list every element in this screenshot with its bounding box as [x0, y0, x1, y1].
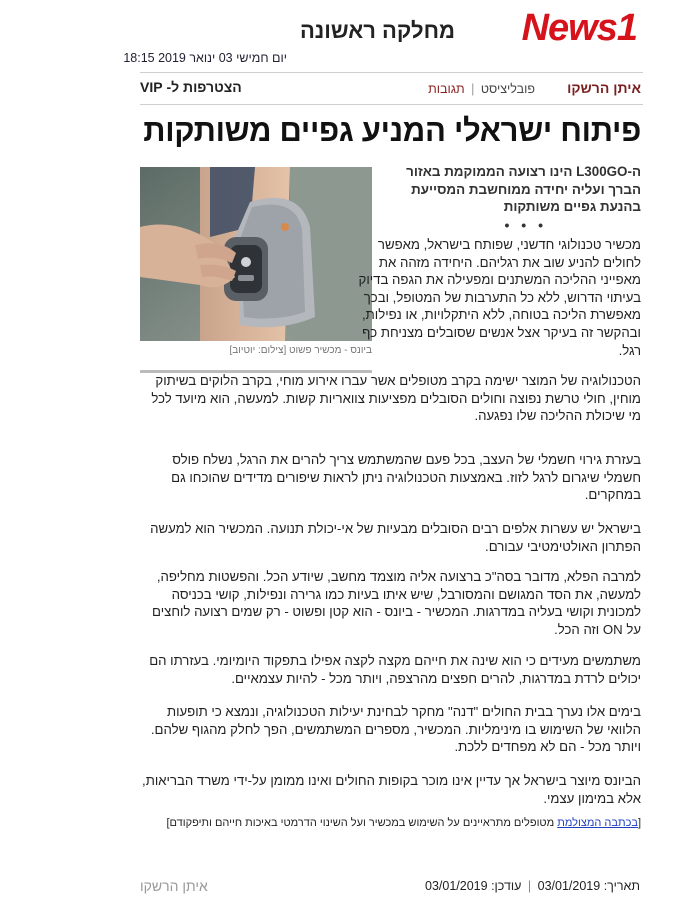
section-title: מחלקה ראשונה [299, 18, 455, 43]
paragraph-8: הביונס מיוצר בישראל אך עדיין אינו מוכר בקופות החולים ואינו ממומן על-ידי משרד הבריאות, אלא במימון עצמי. [142, 773, 641, 806]
paragraph-4: בישראל יש עשרות אלפים רבים הסובלים מבעיות של אי-יכולת תנועה. המכשיר הוא למעשה הפתרון האולטימטיבי עבורם. [150, 521, 641, 554]
paragraph-5: למרבה הפלא, מדובר בסה"כ ברצועה אליה מוצמד מחשב, שיודע הכל. והפשטות מחליפה, למעשה, את הסד המגושם והמסורבל, שיש איתו בעיות כמו גרירה ונפילות, קושי בכניסה למכונית וקושי בעליה במדרגות. המכשיר - ביונס - הוא קטן ופשוט - רק שמים רצועה לוחצים על ON וזה הכל. [152, 569, 641, 637]
article-headline: פיתוח ישראלי המניע גפיים משותקות [143, 113, 641, 148]
byline-separator: | [471, 82, 475, 96]
vip-join-link[interactable]: הצטרפות ל- VIP [140, 79, 242, 95]
updated-value: 03/01/2019 [425, 879, 488, 893]
video-note [166, 817, 641, 829]
responses-link[interactable]: תגובות [428, 82, 465, 96]
author-role: פובליציסט [480, 82, 535, 96]
article-photo [140, 167, 372, 341]
date-separator: | [527, 879, 532, 893]
byline-divider [140, 104, 643, 105]
date-label: תאריך: [603, 879, 640, 893]
lead-dots: • • • [504, 217, 547, 233]
note-bracket-close: ] [166, 817, 170, 829]
updated-label: עודכן: [491, 879, 522, 893]
author-name[interactable]: איתן הרשקו [567, 80, 641, 96]
paragraph-2: הטכנולוגיה של המוצר ישימה בקרב מטופלים אשר עברו אירוע מוחי, בקרב הלוקים בשיתוק מוחין, חולי טרשת נפוצה וחולים הסובלים מפציעות צוואריות קשות. למעשה, הוא מיועד לכל מי שיכולת ההליכה שלו נפגעה. [151, 373, 641, 424]
photo-caption: ביונס - מכשיר פשוט [צילום: יוטיוב] [229, 345, 372, 356]
byline-meta [428, 82, 535, 96]
footer-author[interactable]: איתן הרשקו [140, 878, 208, 894]
paragraph-3: בעזרת גירוי חשמלי של העצב, בכל פעם שהמשתמש צריך להרים את הרגל, נשלח פולס חשמלי שיגרום לרגל לזוז. באמצעות הטכנולוגיה ניתן לראות שיפורים מדידים שהוכחו גם במחקרים. [171, 452, 641, 503]
paragraph-7: בימים אלו נערך בבית החולים "דנה" מחקר לבחינת יעילות הטכנולוגיה, ונמצא כי תופעות הלוואי של השימוש בו מינימליות. המכשיר, מספרים המשתמשים, הפך לחלק מהגוף שלהם. ויותר מכל - הם לא מפחדים ללכת. [150, 704, 641, 755]
article-dates [425, 879, 640, 893]
dateline: יום חמישי 03 ינואר 2019 18:15 [123, 51, 287, 65]
article-lead: ה-L300GO הינו רצועה הממוקמת באזור הברך ועליה יחידה ממוחשבת המסייעת בהנעת גפיים משותקות [406, 164, 641, 214]
paragraph-6: משתמשים מעידים כי הוא שינה את חייהם מקצה לקצה אפילו בתפקוד היומיומי. בעזרתו הם יכולים לרדת במדרגות, להרים חפצים מהרצפה, ויותר מכל - להיות עצמאיים. [149, 653, 641, 686]
header-divider [140, 72, 643, 73]
note-bracket-open: [ [637, 817, 641, 829]
paragraph-1: מכשיר טכנולוגי חדשני, שפותח בישראל, מאפשר לחולים להניע שוב את רגליהם. היחידה מזהה את מאפייני ההליכה המשתנים ומפעילה את הגפה בדיוק בעיתוי הדרוש, ללא כל התערבות של המטופל, ובכך מאפשרת הליכה בטוחה, ללא היתקלויות, או נפילות, ובהקשר זה בעיקר אצל אנשים שסובלים מצניחת כף רגל. [358, 237, 641, 358]
date-value: 03/01/2019 [537, 879, 601, 893]
brand-name: News1 [521, 7, 637, 49]
news1-logo[interactable] [522, 8, 637, 48]
note-text: מטופלים מתראיינים על השימוש במכשיר ועל השינוי הדרמטי באיכות חייהם ותיפקודם [169, 817, 558, 829]
device-on-leg-illustration [140, 167, 372, 341]
video-link[interactable]: בכתבה המצולמת [557, 817, 638, 829]
